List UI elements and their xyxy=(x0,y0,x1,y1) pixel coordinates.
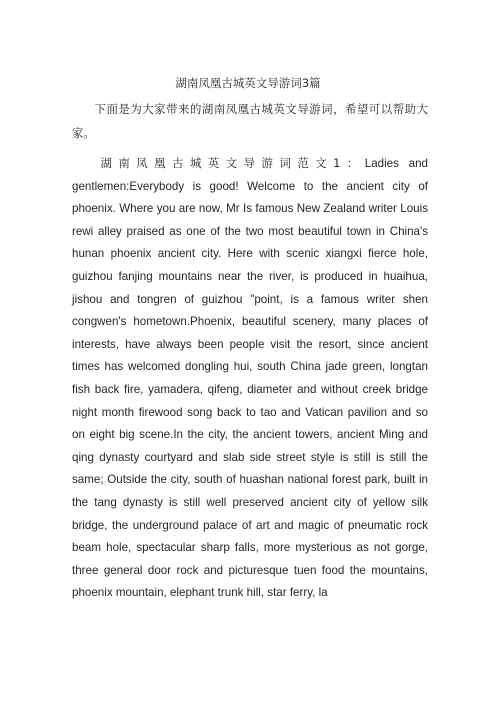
body-text: Ladies and gentlemen:Everybody is good! Welcome to the ancient city of phoenix. Where you are now, Mr Is famous New Zealand writer Louis rewi alley praised as one of the two most beautiful town in China's hunan phoenix ancient city. Here with scenic xiangxi fierce hole, guizhou fanjing mountains near the river, is produced in huaihua, jishou and tongren of guizhou "point, is a famous writer shen congwen's hometown.Phoenix, beautiful scenery, many places of interests, have always been people visit the resort, since ancient times has welcomed dongling hui, south China jade green, longtan fish back fire, yamadera, qifeng, diameter and without creek bridge night month firewood song back to tao and Vatican pavilion and so on eight big scene.In the city, the ancient towers, ancient Ming and qing dynasty courtyard and slab side street style is still is still the same; Outside the city, south of huashan national forest park, built in the tang dynasty is still well preserved ancient city of yellow silk bridge, the underground palace of art and magic of pneumatic rock beam hole, spectacular sharp falls, more mysterious as not gorge, three general door rock and picturesque tuen food the mountains, phoenix mountain, elephant trunk hill, star ferry, la xyxy=(72,157,428,600)
body-paragraph xyxy=(72,152,428,605)
section-heading: 湖南凤凰古城英文导游词范文1： xyxy=(94,156,365,170)
document-title: 湖南凤凰古城英文导游词3篇 xyxy=(175,76,321,90)
intro-text: 下面是为大家带来的湖南凤凰古城英文导游词，希望可以帮助大家。 xyxy=(72,102,428,140)
intro-paragraph xyxy=(72,98,428,145)
